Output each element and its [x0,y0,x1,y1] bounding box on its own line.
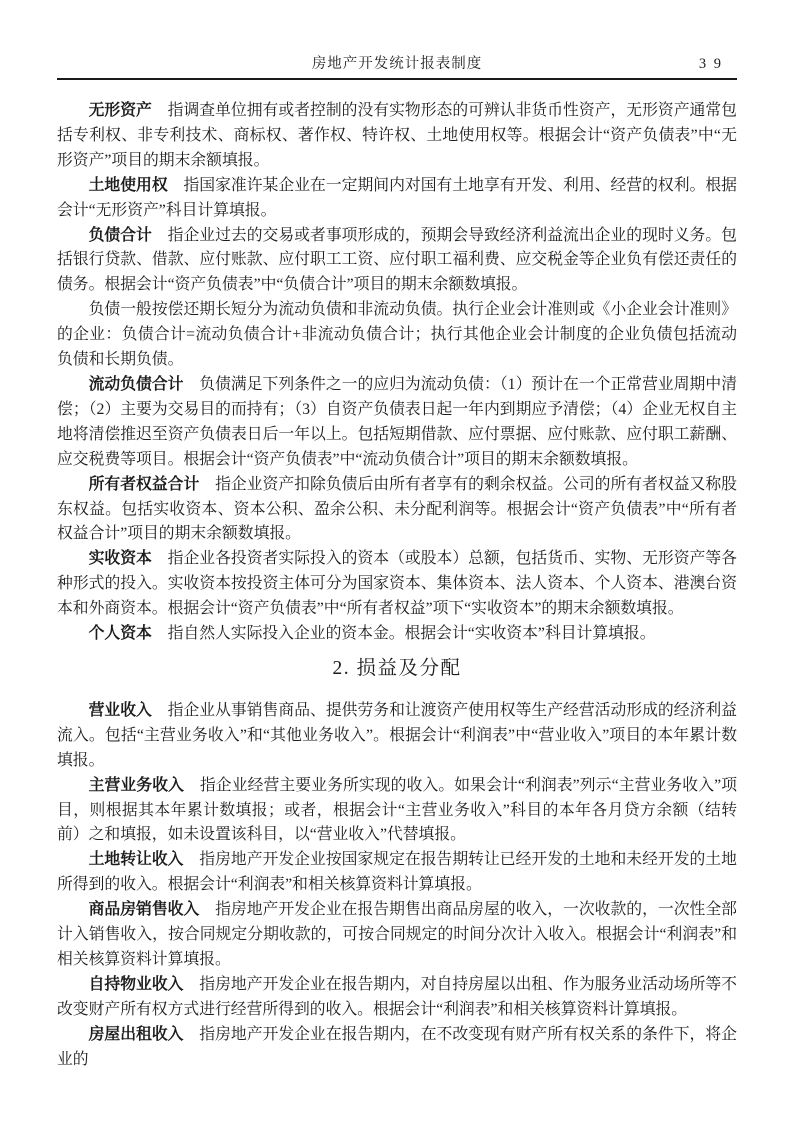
definition-text: 指自然人实际投入企业的资本金。根据会计“实收资本”科目计算填报。 [151,625,656,643]
term-label: 营业收入 [88,701,152,719]
term-label: 流动负债合计 [88,375,184,393]
header-title: 房地产开发统计报表制度 [311,56,483,72]
definition-paragraph [57,373,737,473]
definition-text: 指企业各投资者实际投入的资本（或股本）总额，包括货币、实物、无形资产等各种形式的投入。实收资本按投资主体可分为国家资本、集体资本、法人资本、个人资本、港澳台资本和外商资本。根据会计“资产负债表”中“所有者权益”项下“实收资本”的期末余额数填报。 [57,550,737,618]
definition-paragraph [57,224,737,299]
definition-text: 指房地产开发企业在报告期售出商品房屋的收入，一次收款的，一次性全部计入销售收入，按合同规定分期收款的，可按合同规定的时间分次计入收入。根据会计“利润表”和相关核算资料计算填报。 [57,901,737,968]
definition-text: 指企业资产扣除负债后由所有者享有的剩余权益。公司的所有者权益又称股东权益。包括实收资本、资本公积、盈余公积、未分配利润等。根据会计“资产负债表”中“所有者权益合计”项目的期末余额数填报。 [57,475,737,543]
definition-text: 指企业过去的交易或者事项形成的，预期会导致经济利益流出企业的现时义务。包括银行贷款、借款、应付账款、应付职工工资、应付职工福利费、应交税金等企业负有偿还责任的债务。根据会计“资产负债表”中“负债合计”项目的期末余额数填报。 [57,226,737,294]
term-label: 所有者权益合计 [88,475,200,493]
section-heading: 2. 损益及分配 [332,657,462,679]
term-label: 个人资本 [88,625,152,643]
definition-paragraph [57,99,737,174]
definition-text: 负债满足下列条件之一的应归为流动负债：（1）预计在一个正常营业周期中清偿；（2）主要为交易目的而持有；（3）自资产负债表日起一年内到期应予清偿；（4）企业无权自主地将清偿推迟至资产负债表日后一年以上。包括短期借款、应付票据、应付账款、应付职工薪酬、应交税费等项目。根据会计“资产负债表”中“流动负债合计”项目的期末余额数填报。 [57,375,737,468]
definition-text: 指企业从事销售商品、提供劳务和让渡资产使用权等生产经营活动形成的经济利益流入。包括“主营业务收入”和“其他业务收入”。根据会计“利润表”中“营业收入”项目的本年累计数填报。 [57,701,737,769]
term-label: 房屋出租收入 [88,1025,184,1043]
definition-text: 指房地产开发企业按国家规定在报告期转让已经开发的土地和未经开发的土地所得到的收入。根据会计“利润表”和相关核算资料计算填报。 [57,851,737,894]
header-page-number: 3 9 [698,56,723,72]
definition-paragraph [57,848,737,898]
definition-text: 指调查单位拥有或者控制的没有实物形态的可辨认非货币性资产，无形资产通常包括专利权、非专利技术、商标权、著作权、特许权、土地使用权等。根据会计“资产负债表”中“无形资产”项目的期末余额填报。 [57,102,737,169]
definition-paragraph [57,699,737,774]
document-body [57,99,737,1073]
term-label: 自持物业收入 [88,975,184,993]
term-label: 负债合计 [88,226,152,244]
term-label: 主营业务收入 [88,776,184,794]
definition-paragraph [57,174,737,224]
header-rule [57,78,737,80]
term-label: 土地转让收入 [88,851,184,869]
definition-text: 指房地产开发企业在报告期内，对自持房屋以出租、作为服务业活动场所等不改变财产所有权方式进行经营所得到的收入。根据会计“利润表”和相关核算资料计算填报。 [57,975,737,1018]
definition-paragraph: 负债一般按偿还期长短分为流动负债和非流动负债。执行企业会计准则或《小企业会计准则》的企业：负债合计=流动负债合计+非流动负债合计；执行其他企业会计制度的企业负债包括流动负债和长期负债。 [57,301,737,369]
definition-paragraph [57,622,737,647]
definition-paragraph [57,1023,737,1073]
term-label: 商品房销售收入 [88,901,200,919]
definition-paragraph [57,898,737,973]
definition-paragraph [57,774,737,849]
definition-paragraph [57,473,737,548]
term-label: 无形资产 [88,102,152,119]
definition-text: 指企业经营主要业务所实现的收入。如果会计“利润表”列示“主营业务收入”项目，则根据其本年累计数填报；或者，根据会计“主营业务收入”科目的本年各月贷方余额（结转前）之和填报，如未设置该科目，以“营业收入”代替填报。 [57,776,737,844]
term-label: 实收资本 [88,550,152,568]
definition-text: 指房地产开发企业在报告期内，在不改变现有财产所有权关系的条件下，将企业的 [57,1025,737,1068]
definition-text: 指国家准许某企业在一定期间内对国有土地享有开发、利用、经营的权利。根据会计“无形资产”科目计算填报。 [57,176,737,219]
definition-paragraph [57,547,737,622]
page-header [57,55,737,78]
definition-paragraph [57,973,737,1023]
term-label: 土地使用权 [88,176,168,194]
